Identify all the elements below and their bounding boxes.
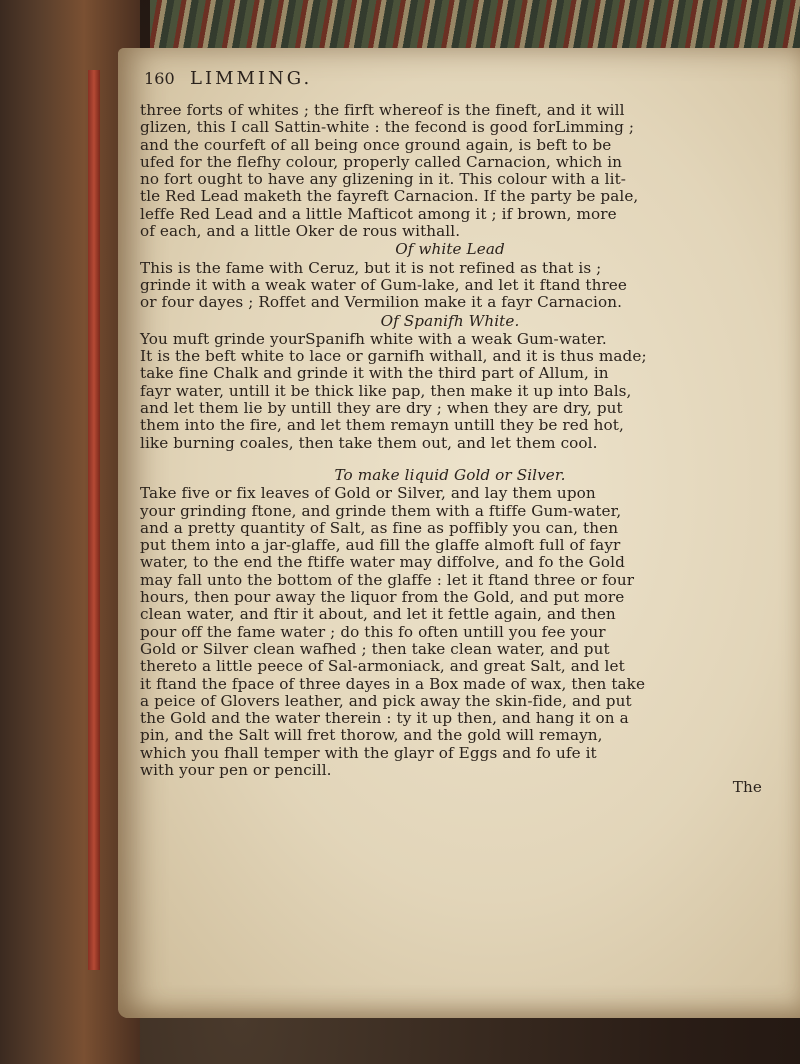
text-line: Take five or fix leaves of Gold or Silver, and lay them upon (140, 484, 596, 503)
section-heading: To make liquid Gold or Silver. (334, 465, 566, 484)
text-line: of each, and a little Oker de rous withall. (140, 222, 461, 241)
text-line: hours, then pour away the liquor from the Gold, and put more (140, 588, 625, 607)
section-intro (140, 102, 780, 240)
text-line: pin, and the Salt will fret thorow, and the gold will remayn, (140, 726, 603, 745)
text-line: may fall unto the bottom of the glaffe : let it ftand three or four (140, 570, 635, 589)
text-line: the Gold and the water therein : ty it up then, and hang it on a (140, 709, 629, 728)
section-spanish-white (140, 313, 780, 452)
text-line: your grinding ftone, and grinde them with a ftiffe Gum-water, (140, 501, 622, 520)
text-line: ufed for the flefhy colour, properly called Carnacion, which in (140, 152, 623, 171)
text-line: put them into a jar-glaffe, aud fill the glaffe almoft full of fayr (140, 536, 621, 555)
text-line: a peice of Glovers leather, and pick away the skin-fide, and put (140, 691, 632, 710)
text-line: glizen, this I call Sattin-white : the fecond is good forLimming ; (140, 118, 635, 137)
section-white-lead (140, 241, 780, 311)
text-line: pour off the fame water ; do this fo often untill you fee your (140, 622, 606, 641)
text-line: like burning coales, then take them out, and let them cool. (140, 433, 598, 452)
text-line: It is the beft white to lace or garnifh withall, and it is thus made; (140, 347, 647, 366)
section-gap (140, 452, 780, 466)
text-line: water, to the end the ftiffe water may diffolve, and fo the Gold (140, 553, 625, 572)
catchword: The (732, 778, 762, 797)
text-line: leffe Red Lead and a little Mafticot among it ; if brown, more (140, 204, 617, 223)
page-number: 160 (144, 69, 175, 88)
text-line: clean water, and ftir it about, and let it fettle again, and then (140, 605, 616, 624)
text-line: and let them lie by untill they are dry ; when they are dry, put (140, 399, 623, 418)
running-head: LIMMING. (190, 68, 313, 89)
text-line: with your pen or pencill. (140, 760, 332, 779)
text-line: and a pretty quantity of Salt, as fine as poffibly you can, then (140, 518, 619, 537)
page-header (140, 70, 780, 96)
text-line: This is the fame with Ceruz, but it is not refined as that is ; (140, 258, 602, 277)
text-line: it ftand the fpace of three dayes in a Box made of wax, then take (140, 674, 646, 693)
binding-edge (88, 70, 100, 970)
section-heading: Of Spanifh White. (380, 311, 520, 330)
text-line: Gold or Silver clean wafhed ; then take clean water, and put (140, 639, 610, 658)
section-heading: Of white Lead (395, 240, 505, 259)
text-line: grinde it with a weak water of Gum-lake, and let it ftand three (140, 275, 627, 294)
text-line: You muft grinde yourSpanifh white with a weak Gum-water. (140, 329, 607, 348)
text-line: no fort ought to have any glizening in it. This colour with a lit- (140, 170, 627, 189)
text-line: thereto a little peece of Sal-armoniack, and great Salt, and let (140, 657, 625, 676)
text-line: which you fhall temper with the glayr of Eggs and fo ufe it (140, 743, 597, 762)
text-line: them into the fire, and let them remayn untill they be red hot, (140, 416, 624, 435)
section-liquid-gold (140, 467, 780, 779)
text-line: take fine Chalk and grinde it with the third part of Allum, in (140, 364, 609, 383)
text-line: tle Red Lead maketh the fayreft Carnacion. If the party be pale, (140, 187, 639, 206)
text-line: or four dayes ; Roffet and Vermilion make it a fayr Carnacion. (140, 293, 623, 312)
page-text (140, 4, 780, 797)
text-line: fayr water, untill it be thick like pap, then make it up into Bals, (140, 381, 632, 400)
text-line: three forts of whites ; the firft whereof is the fineft, and it will (140, 101, 625, 119)
text-line: and the courfeft of all being once ground again, is beft to be (140, 135, 612, 154)
